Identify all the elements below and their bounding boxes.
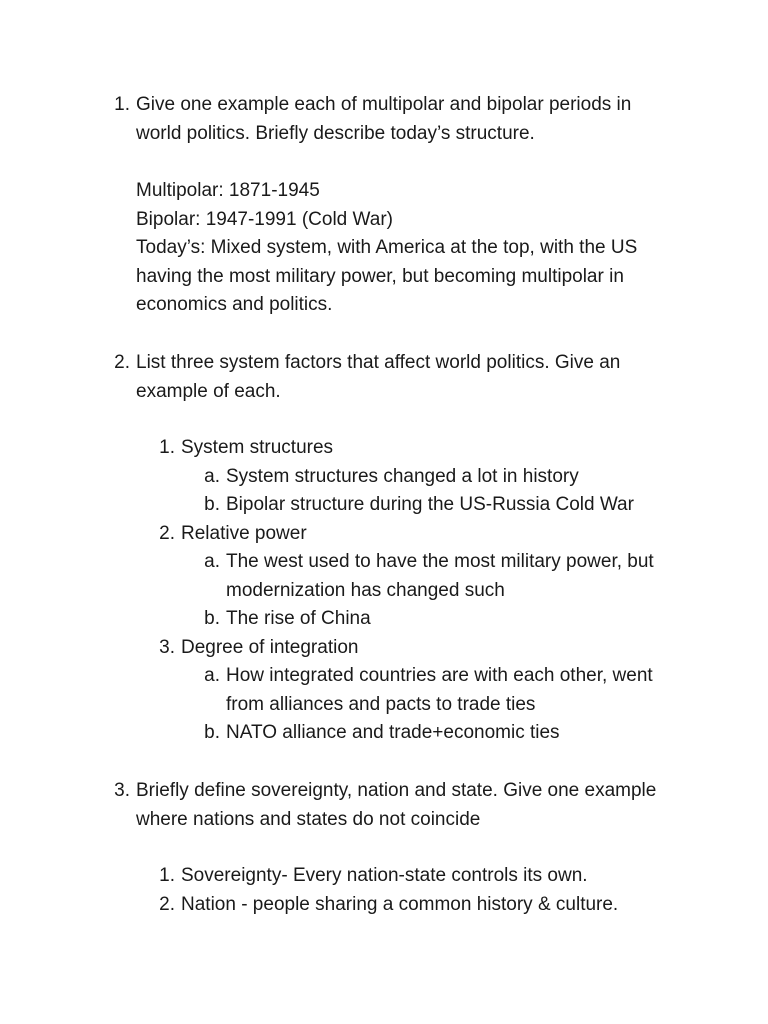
factor-item-1 <box>155 434 715 463</box>
list-item <box>155 862 715 891</box>
sub-item-2b <box>200 605 720 634</box>
sub-item-1b <box>200 491 720 520</box>
list-number: 1. <box>159 865 175 886</box>
question-line <box>110 349 690 378</box>
sub-item-text: The west used to have the most military power, but <box>226 551 654 572</box>
definition-text: Sovereignty- Every nation-state controls its own. <box>181 865 588 886</box>
sub-item-text: The rise of China <box>226 608 371 629</box>
factor-label: System structures <box>181 437 334 458</box>
answer-line: Multipolar: 1871-1945 <box>136 180 320 201</box>
question-text: Briefly define sovereignty, nation and state. Give one example <box>136 780 657 801</box>
question-3 <box>110 777 690 834</box>
list-letter: b. <box>204 494 220 515</box>
question-text: List three system factors that affect world politics. Give an <box>136 352 621 373</box>
list-letter: a. <box>204 466 220 487</box>
sub-item-text: System structures changed a lot in history <box>226 466 579 487</box>
list-number: 2. <box>159 523 175 544</box>
list-item <box>200 662 720 691</box>
definition-item-1 <box>155 862 715 891</box>
question-line <box>110 120 690 149</box>
factor-label: Degree of integration <box>181 637 359 658</box>
question-line <box>110 91 690 120</box>
list-number: 2. <box>159 894 175 915</box>
question-1 <box>110 91 690 148</box>
answer-1 <box>136 177 696 320</box>
question-text: Give one example each of multipolar and bipolar periods in <box>136 94 632 115</box>
list-letter: a. <box>204 665 220 686</box>
question-2 <box>110 349 690 406</box>
list-item <box>155 891 715 920</box>
question-number: 2. <box>114 352 130 373</box>
sub-item-1a <box>200 463 720 492</box>
sub-item-text: Bipolar structure during the US-Russia Cold War <box>226 494 634 515</box>
list-item <box>155 434 715 463</box>
sub-item-text: How integrated countries are with each other, went <box>226 665 653 686</box>
sub-item-text: from alliances and pacts to trade ties <box>226 693 536 715</box>
list-item <box>200 605 720 634</box>
answer-line: Bipolar: 1947-1991 (Cold War) <box>136 208 393 230</box>
definition-text: Nation - people sharing a common history & culture. <box>181 894 619 915</box>
list-letter: a. <box>204 551 220 572</box>
question-line <box>110 378 690 407</box>
question-text: world politics. Briefly describe today’s structure. <box>136 122 535 144</box>
factor-item-3 <box>155 634 715 663</box>
answer-line: Today’s: Mixed system, with America at the top, with the US <box>136 237 638 258</box>
list-number: 1. <box>159 437 175 458</box>
question-text: where nations and states do not coincide <box>136 808 481 830</box>
question-line <box>110 777 690 806</box>
list-item <box>155 520 715 549</box>
answer-line: economics and politics. <box>136 294 333 315</box>
list-letter: b. <box>204 722 220 743</box>
question-line <box>110 806 690 835</box>
list-number: 3. <box>159 637 175 658</box>
list-item <box>200 719 720 748</box>
list-item-continuation <box>200 577 720 606</box>
list-item <box>155 634 715 663</box>
sub-item-3b <box>200 719 720 748</box>
definition-item-2 <box>155 891 715 920</box>
sub-item-3a <box>200 662 720 719</box>
sub-item-2a <box>200 548 720 605</box>
list-item <box>200 463 720 492</box>
question-number: 3. <box>114 780 130 801</box>
list-letter: b. <box>204 608 220 629</box>
question-number: 1. <box>114 94 130 115</box>
question-text: example of each. <box>136 380 281 402</box>
answer-line: having the most military power, but becoming multipolar in <box>136 265 624 287</box>
list-item-continuation <box>200 691 720 720</box>
list-item <box>200 491 720 520</box>
factor-item-2 <box>155 520 715 549</box>
list-item <box>200 548 720 577</box>
sub-item-text: NATO alliance and trade+economic ties <box>226 722 560 743</box>
factor-label: Relative power <box>181 523 307 544</box>
sub-item-text: modernization has changed such <box>226 579 505 601</box>
